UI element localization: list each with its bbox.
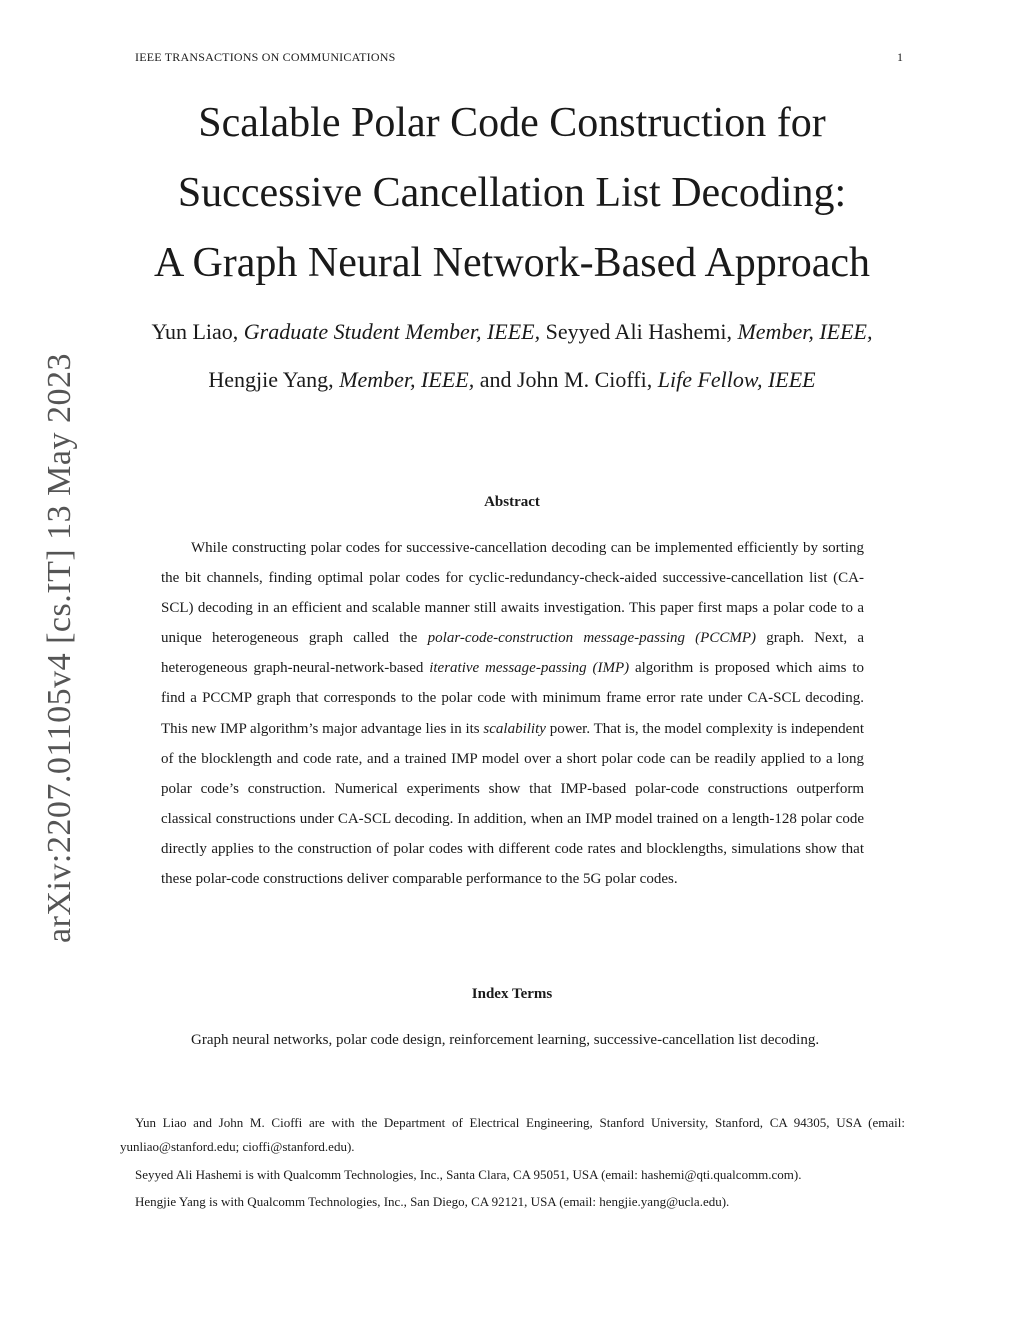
- index-terms-heading: Index Terms: [471, 986, 553, 1002]
- title-line-2: Successive Cancellation List Decoding:: [177, 170, 847, 216]
- index-terms-text: Graph neural networks, polar code design, reinforcement learning, successive-cancellation list decoding.: [191, 1032, 820, 1048]
- author-line-1: [0, 308, 1024, 356]
- abstract-emphasis-scalability: scalability: [483, 720, 546, 737]
- abstract-part-3: algorithm is proposed which aims to find a PCCMP graph that corresponds to the polar code with minimum frame error rate under CA-SCL decoding. This new IMP algorithm’s major advantage lies in its: [161, 660, 865, 737]
- abstract-emphasis-pccmp: polar-code-construction message-passing (PCCMP): [427, 630, 756, 647]
- author-1-role: Graduate Student Member, IEEE,: [243, 319, 541, 344]
- page-number: 1: [897, 50, 903, 64]
- footnote-affiliation-stanford: Yun Liao and John M. Cioffi are with the Department of Electrical Engineering, Stanford University, Stanford, CA 94305, USA (email: yunliao@stanford.edu; cioffi@stanford.edu).: [120, 1115, 905, 1154]
- title-line-1: Scalable Polar Code Construction for: [198, 100, 826, 146]
- arxiv-identifier-stamp[interactable]: arXiv:2207.01105v4 [cs.IT] 13 May 2023: [41, 353, 78, 943]
- author-1-name: Yun Liao,: [151, 319, 239, 344]
- footnote-affiliation-yang: Hengjie Yang is with Qualcomm Technologies, Inc., San Diego, CA 92121, USA (email: hengjie.yang@ucla.edu).: [135, 1194, 730, 1209]
- footnote-affiliation-hashemi: Seyyed Ali Hashemi is with Qualcomm Technologies, Inc., Santa Clara, CA 95051, USA (email: hashemi@qti.qualcomm.com).: [135, 1167, 802, 1182]
- abstract-text: [161, 533, 864, 894]
- author-2-name: Seyyed Ali Hashemi,: [545, 319, 732, 344]
- author-4-role: Life Fellow, IEEE: [657, 367, 816, 392]
- title-line-3: A Graph Neural Network-Based Approach: [153, 240, 871, 286]
- author-4-name: John M. Cioffi,: [516, 367, 653, 392]
- abstract-emphasis-imp: iterative message-passing (IMP): [429, 660, 630, 677]
- paper-title: [0, 88, 1024, 298]
- abstract-heading: Abstract: [484, 494, 540, 510]
- author-line-2: [0, 356, 1024, 404]
- abstract-part-2: graph. Next, a heterogeneous graph-neural-network-based: [161, 630, 865, 677]
- author-conjunction: and: [479, 367, 512, 392]
- author-3-role: Member, IEEE,: [339, 367, 475, 392]
- author-2-role: Member, IEEE,: [737, 319, 873, 344]
- running-head-journal: IEEE TRANSACTIONS ON COMMUNICATIONS: [135, 50, 396, 64]
- abstract-part-1: While constructing polar codes for successive-cancellation decoding can be implemented efficiently by sorting the bit channels, finding optimal polar codes for cyclic-redundancy-check-aided successive-cancellation list (CA-SCL) decoding in an efficient and scalable manner still awaits investigation. This paper first maps a polar code to a unique heterogeneous graph called the: [161, 540, 864, 647]
- author-list: [0, 308, 1024, 404]
- author-3-name: Hengjie Yang,: [208, 367, 334, 392]
- abstract-part-4: power. That is, the model complexity is independent of the blocklength and code rate, and a trained IMP model over a short polar code can be readily applied to a long polar code’s construction. Numerical experiments show that IMP-based polar-code constructions outperform classical constructions under CA-SCL decoding. In addition, when an IMP model trained on a length-128 polar code directly applies to the construction of polar codes with different code rates and blocklengths, simulations show that these polar-code constructions deliver comparable performance to the 5G polar codes.: [161, 720, 865, 888]
